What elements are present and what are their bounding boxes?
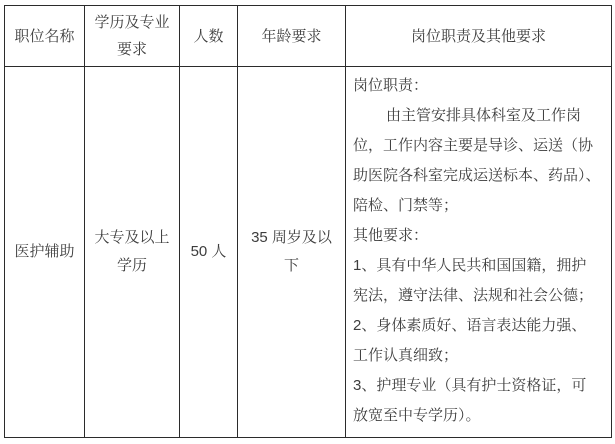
header-row [5, 6, 612, 67]
requirements-line: 由主管安排具体科室及工作岗 [386, 107, 582, 124]
table-row [5, 67, 612, 438]
cell-education-requirement: 大专及以上学历 [85, 67, 180, 438]
requirements-line: 1、具有中华人民共和国国籍，拥护 [353, 257, 587, 274]
requirements-line: 工作认真细致； [353, 347, 459, 364]
requirements-line: 宪法，遵守法律、法规和社会公德； [353, 287, 594, 304]
requirements-line: 3、护理专业（具有护士资格证，可 [353, 377, 587, 394]
cell-headcount: 50 人 [180, 67, 238, 438]
header-age-requirement: 年龄要求 [238, 6, 346, 67]
cell-duties-and-requirements [346, 67, 612, 438]
recruitment-table [4, 5, 612, 438]
cell-position-name: 医护辅助 [5, 67, 85, 438]
requirements-line: 放宽至中专学历）。 [353, 407, 481, 424]
recruitment-notice-page [0, 5, 615, 444]
requirements-line: 陪检、门禁等； [353, 197, 459, 214]
header-duties-and-requirements: 岗位职责及其他要求 [346, 6, 612, 67]
header-headcount: 人数 [180, 6, 238, 67]
requirements-line: 其他要求： [353, 227, 429, 244]
header-education-requirement: 学历及专业要求 [85, 6, 180, 67]
requirements-line: 2、身体素质好、语言表达能力强、 [353, 317, 587, 334]
cell-age-requirement: 35 周岁及以下 [238, 67, 346, 438]
requirements-line: 岗位职责： [353, 77, 429, 94]
header-position-name: 职位名称 [5, 6, 85, 67]
requirements-line: 位，工作内容主要是导诊、运送（协 [353, 137, 594, 154]
requirements-line: 助医院各科室完成运送标本、药品）、 [353, 167, 601, 184]
